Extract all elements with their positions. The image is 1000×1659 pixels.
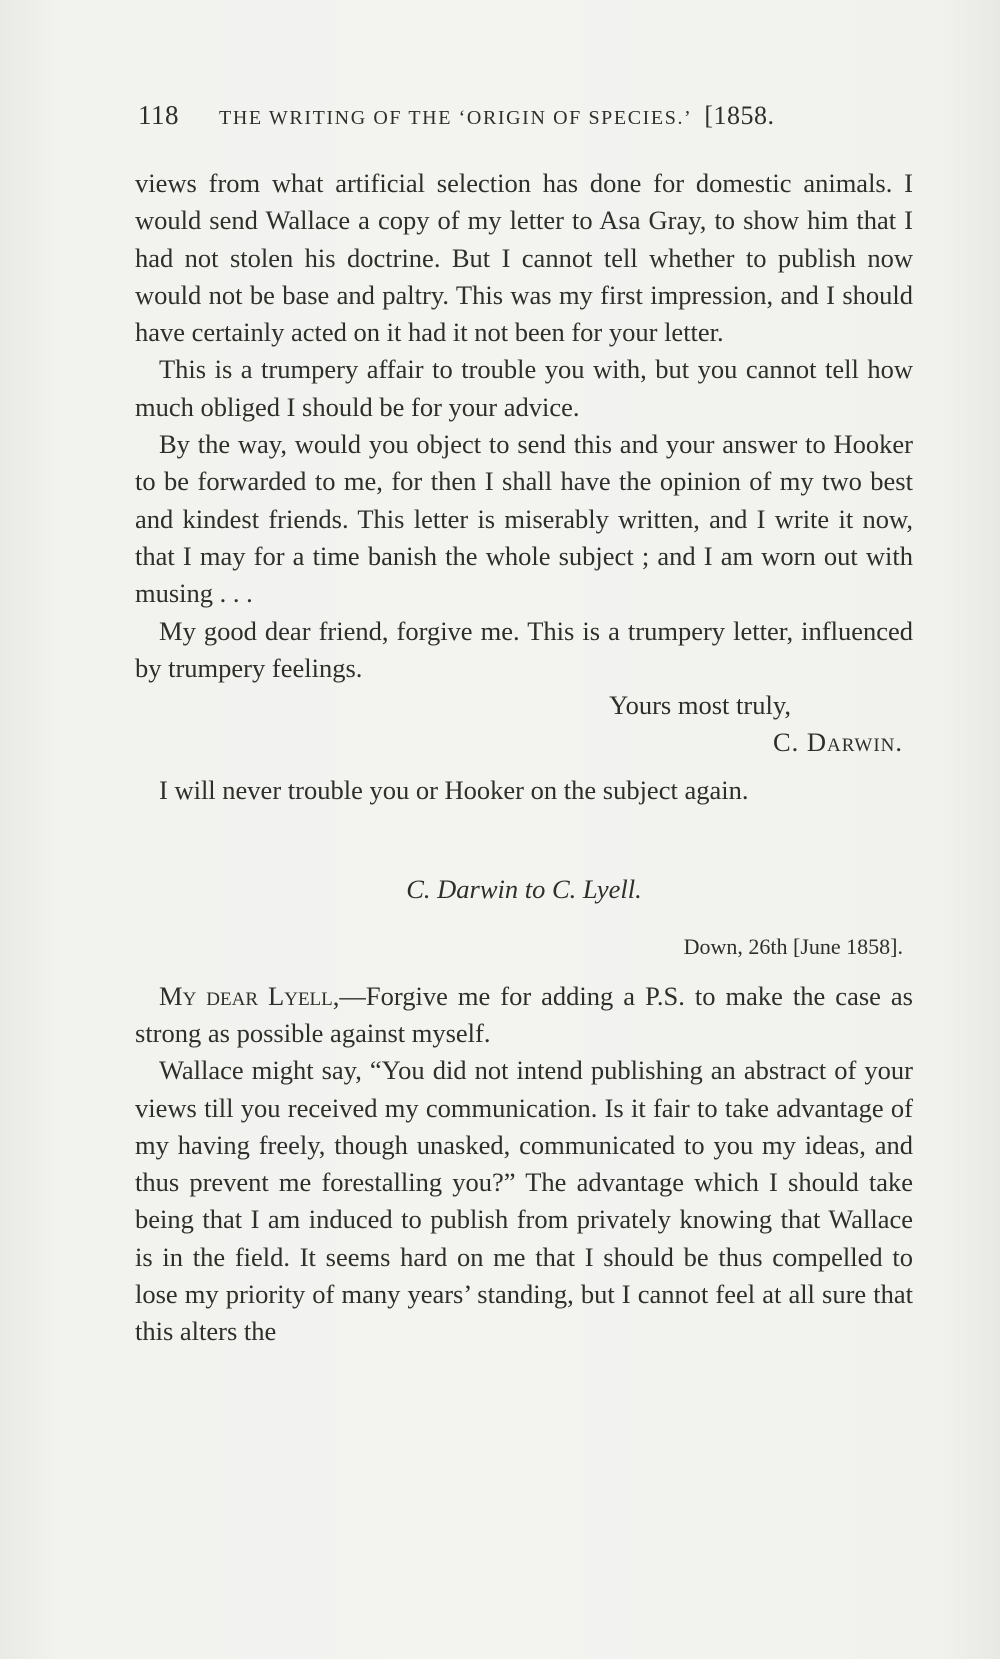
running-header	[138, 100, 928, 131]
paragraph-salutation	[135, 978, 913, 1053]
postscript: I will never trouble you or Hooker on the subject again.	[159, 774, 749, 805]
page-body	[135, 165, 913, 1351]
salutation-paragraph-text: —Forgive me for adding a P.S. to make the case as strong as possible against myself.	[135, 980, 913, 1048]
paragraph-continued: views from what artificial selection has done for domestic animals. I would send Wallace a copy of my letter to Asa Gray, to show him that I had not stolen his doctrine. But I cannot tell whether to publish now would not be base and paltry. This was my first impression, and I should have certainly acted on it had it not been for your letter.	[135, 168, 913, 348]
letter-dateline: Down, 26th [June 1858].	[683, 934, 903, 960]
header-year: [1858.	[704, 101, 775, 130]
salutation: My dear Lyell,	[159, 980, 340, 1011]
paragraph: By the way, would you object to send this and your answer to Hooker to be forwarded to me, for then I shall have the opinion of my two best and kindest friends. This letter is miserably written, and I write it now, that I may for a time banish the whole subject ; and I am worn out with musing . . .	[135, 429, 913, 609]
letter-heading: C. Darwin to C. Lyell.	[406, 874, 642, 905]
paragraph: This is a trumpery affair to trouble you with, but you cannot tell how much obliged I should be for your advice.	[135, 354, 913, 422]
running-title: THE WRITING OF THE ‘ORIGIN OF SPECIES.’	[219, 107, 693, 129]
page-number: 118	[138, 100, 179, 130]
letter-closing: Yours most truly,	[609, 690, 791, 721]
paragraph: Wallace might say, “You did not intend publishing an abstract of your views till you received my communication. Is it fair to take advantage of my having freely, though unasked, communicated to you my ideas, and thus prevent me forestalling you?” The advantage which I should take being that I am induced to publish from privately knowing that Wallace is in the field. It seems hard on me that I should be thus compelled to lose my priority of many years’ standing, but I cannot feel at all sure that this alters the	[135, 1055, 913, 1347]
paragraph: My good dear friend, forgive me. This is a trumpery letter, influenced by trumpery feelings.	[135, 615, 913, 683]
letter-signature: C. Darwin.	[772, 727, 903, 758]
